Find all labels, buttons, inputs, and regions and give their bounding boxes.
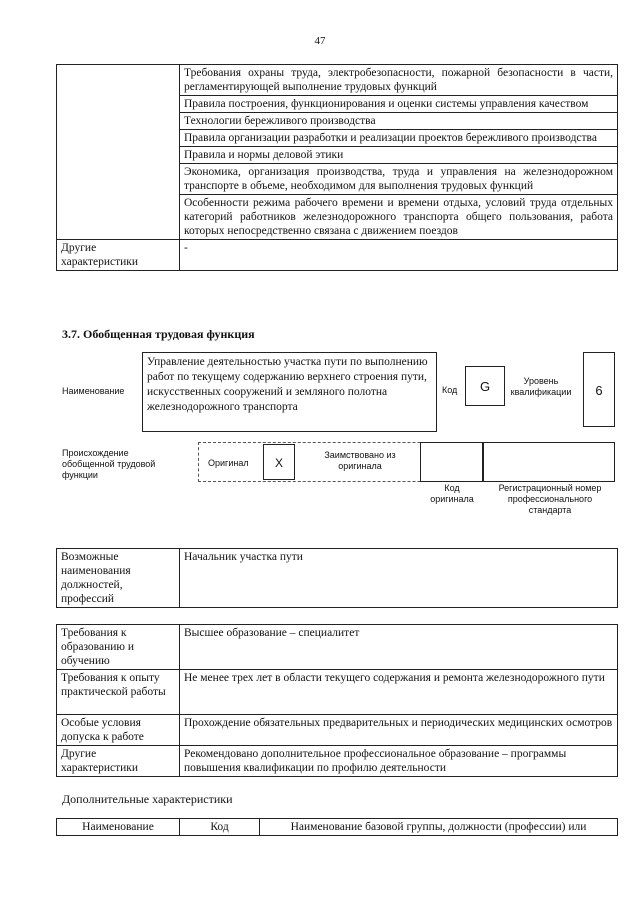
requirements-table xyxy=(56,624,618,777)
page-number: 47 xyxy=(314,35,326,47)
knowledge-item: Требования охраны труда, электробезопасности, пожарной безопасности в части, регламентирующей выполнение трудовых функций xyxy=(180,65,618,96)
knowledge-label-cell xyxy=(57,65,180,240)
origin-code-caption: Код оригинала xyxy=(430,483,474,504)
knowledge-item: Правила построения, функционирования и оценки системы управления качеством xyxy=(180,96,618,113)
additional-col-name: Наименование xyxy=(57,819,180,836)
education-value: Высшее образование – специалитет xyxy=(180,625,618,670)
other-characteristics-label: Другие характеристики xyxy=(57,240,180,271)
education-label: Требования к образованию и обучению xyxy=(57,625,180,670)
reg-number-caption: Регистрационный номер профессионального стандарта xyxy=(498,483,602,515)
additional-title: Дополнительные характеристики xyxy=(62,792,233,806)
other-value: Рекомендовано дополнительное профессиональное образование – программы повышения квалификации по профилю деятельности xyxy=(180,746,618,777)
qualification-level-value: 6 xyxy=(595,383,603,398)
other-label: Другие характеристики xyxy=(57,746,180,777)
additional-col-base: Наименование базовой группы, должности (профессии) или xyxy=(260,819,618,836)
knowledge-item: Особенности режима рабочего времени и времени отдыха, условий труда отдельных категорий работников железнодорожного транспорта общего пользования, работа которых непосредственно связана с движением поездов xyxy=(180,195,618,240)
positions-value: Начальник участка пути xyxy=(180,549,618,608)
other-characteristics-value: - xyxy=(180,240,618,271)
additional-col-code: Код xyxy=(180,819,260,836)
admission-value: Прохождение обязательных предварительных и периодических медицинских осмотров xyxy=(180,715,618,746)
knowledge-table xyxy=(56,64,618,271)
knowledge-item: Технологии бережливого производства xyxy=(180,113,618,130)
qualification-level-box xyxy=(583,352,615,427)
name-label: Наименование xyxy=(62,386,125,396)
knowledge-item: Экономика, организация производства, труда и управления на железнодорожном транспорте в объеме, необходимом для выполнения трудовых функций xyxy=(180,164,618,195)
borrowed-label: Заимствовано из оригинала xyxy=(324,450,396,471)
knowledge-item: Правила и нормы деловой этики xyxy=(180,147,618,164)
reg-number-box xyxy=(483,442,615,482)
qualification-level-label: Уровень квалификации xyxy=(510,376,572,397)
section-title: 3.7. Обобщенная трудовая функция xyxy=(62,327,255,341)
code-value: G xyxy=(479,379,491,394)
name-value-box xyxy=(142,352,437,432)
additional-table xyxy=(56,818,618,836)
original-label: Оригинал xyxy=(208,458,249,468)
code-label: Код xyxy=(442,385,458,395)
knowledge-item: Правила организации разработки и реализации проектов бережливого производства xyxy=(180,130,618,147)
origin-label: Происхождение обобщенной трудовой функции xyxy=(62,448,156,480)
admission-label: Особые условия допуска к работе xyxy=(57,715,180,746)
positions-table xyxy=(56,548,618,608)
experience-label: Требования к опыту практической работы xyxy=(57,670,180,715)
original-mark: X xyxy=(274,456,283,470)
original-mark-box xyxy=(263,444,295,480)
name-value: Управление деятельностью участка пути по выполнению работ по текущему содержанию верхнего строения пути, искусственных сооружений и земляного полотна железнодорожного транспорта xyxy=(147,356,428,413)
positions-label: Возможные наименования должностей, профессий xyxy=(57,549,180,608)
experience-value: Не менее трех лет в области текущего содержания и ремонта железнодорожного пути xyxy=(180,670,618,715)
origin-code-box xyxy=(420,442,483,482)
code-value-box xyxy=(465,366,505,406)
